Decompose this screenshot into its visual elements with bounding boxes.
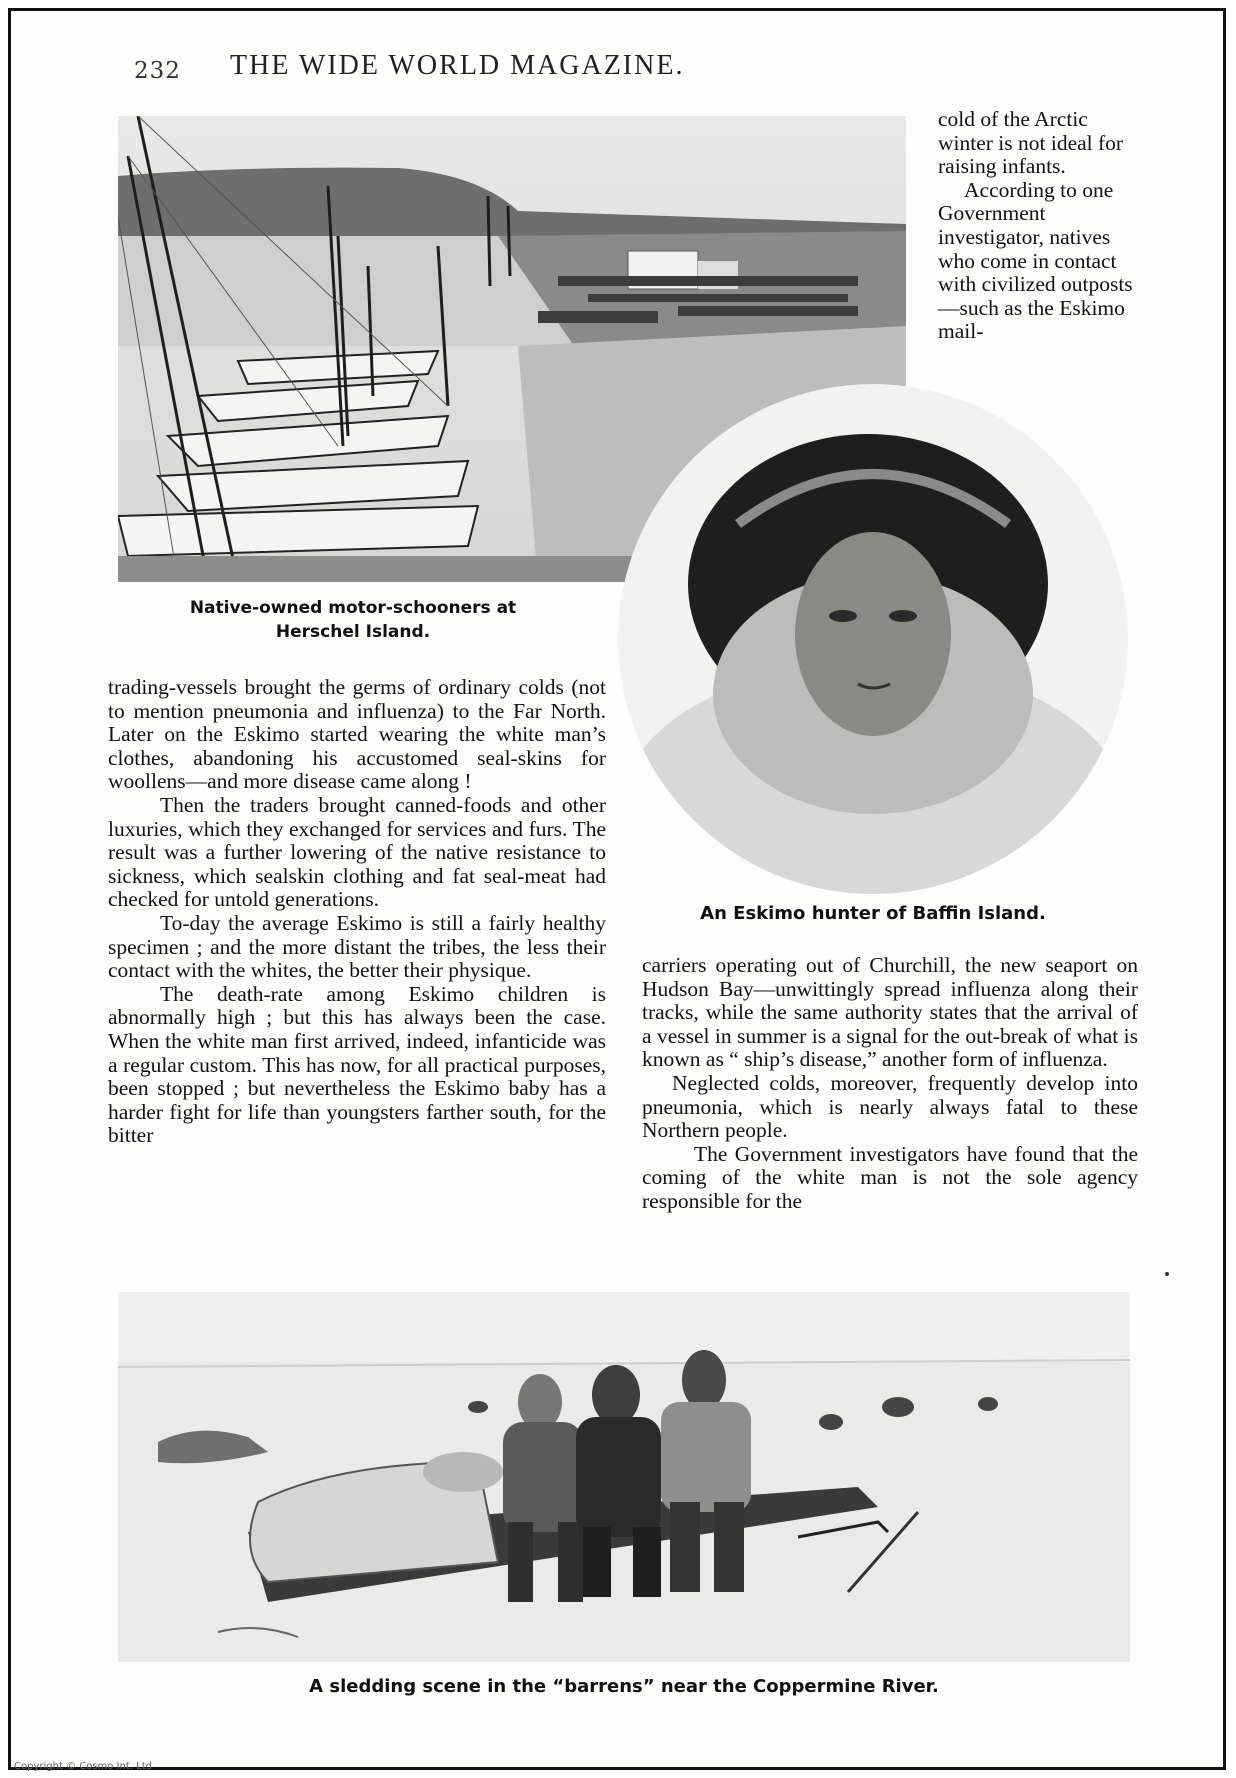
sledding-photo	[118, 1292, 1130, 1662]
column-left	[108, 676, 606, 1148]
paragraph: The Government investigators have found that the coming of the white man is not the sole agency responsible for the	[642, 1141, 1138, 1213]
paragraph: Neglected colds, moreover, frequently develop into pneumonia, which is nearly always fatal to these Northern people.	[642, 1070, 1138, 1143]
hunter-caption: An Eskimo hunter of Baffin Island.	[700, 903, 1046, 924]
paragraph: trading-vessels brought the germs of ordinary colds (not to mention pneumonia and influenza) to the Far North. Later on the Eskimo started wearing the white man’s clothes, abandoning his accustomed seal-skins for woollens—and more disease came along !	[108, 675, 606, 794]
schooners-caption-line2: Herschel Island.	[275, 622, 431, 642]
column-top-right	[938, 108, 1134, 344]
schooners-caption	[118, 596, 588, 644]
paragraph: The death-rate among Eskimo children is abnormally high ; but this has always been the case. When the white man first arrived, indeed, infanticide was a regular custom. This has now, for all practical purposes, been stopped ; but nevertheless the Eskimo baby has a harder fight for life than youngsters farther south, for the bitter	[108, 981, 606, 1148]
hunter-portrait-photo	[618, 384, 1128, 894]
paragraph: To-day the average Eskimo is still a fairly healthy specimen ; and the more distant the tribes, the less their contact with the whites, the better their physique.	[108, 910, 606, 983]
sledding-caption: A sledding scene in the “barrens” near the Coppermine River.	[309, 1676, 939, 1697]
ink-dot	[1165, 1272, 1169, 1276]
paragraph: carriers operating out of Churchill, the new seaport on Hudson Bay—unwittingly spread influenza along their tracks, while the same authority states that the arrival of a vessel in summer is a signal for the out-break of what is known as “ ship’s disease,” another form of influenza.	[642, 953, 1138, 1072]
column-right	[642, 954, 1138, 1214]
paragraph: cold of the Arctic winter is not ideal for raising infants.	[938, 107, 1124, 179]
running-head: THE WIDE WORLD MAGAZINE.	[230, 50, 685, 81]
paragraph: According to one Government investigator, natives who come in contact with civilized outposts —such as the Eskimo mail-	[938, 177, 1133, 344]
page-number: 232	[134, 58, 181, 84]
paragraph: Then the traders brought canned-foods and other luxuries, which they exchanged for services and furs. The result was a further lowering of the native resistance to sickness, which sealskin clothing and fat seal-meat had checked for untold generations.	[108, 792, 606, 912]
copyright-notice: Copyright © Cosmo Int. Ltd	[14, 1761, 152, 1772]
schooners-caption-line1: Native-owned motor-schooners at	[189, 598, 517, 618]
